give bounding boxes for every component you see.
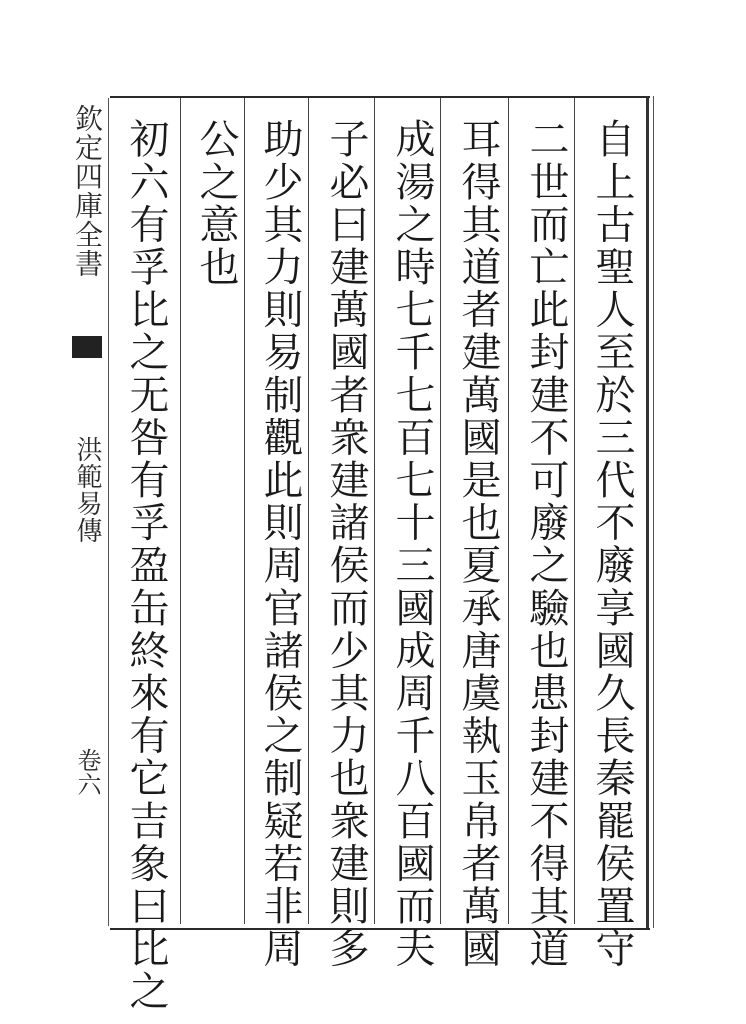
book-title: 欽定四庫全書 <box>71 104 104 278</box>
text-column-8: 初六有孚比之无咎有孚盈缶終來有它吉象曰比之 <box>123 118 169 1013</box>
text-column-3: 耳得其道者建萬國是也夏承唐虞執玉帛者萬國 <box>455 118 501 970</box>
frame-right-border-thin <box>653 96 654 928</box>
fishtail-mark <box>72 336 102 358</box>
text-column-7: 公之意也 <box>193 118 239 289</box>
column-rule <box>180 98 181 924</box>
text-column-5: 子必曰建萬國者衆建諸侯而少其力也衆建則多 <box>323 118 369 970</box>
column-rule <box>508 98 509 924</box>
text-column-1: 自上古聖人至於三代不廢享國久長秦罷侯置守 <box>589 118 635 970</box>
text-column-6: 助少其力則易制觀此則周官諸侯之制疑若非周 <box>257 118 303 970</box>
text-column-2: 二世而亡此封建不可廢之驗也患封建不得其道 <box>523 118 569 970</box>
page-number: 卷六 <box>73 748 101 796</box>
text-column-4: 成湯之時七千七百七十三國成周千八百國而夫 <box>389 118 435 970</box>
frame-right-border <box>646 96 649 928</box>
section-title: 洪範易傳 <box>72 436 102 544</box>
